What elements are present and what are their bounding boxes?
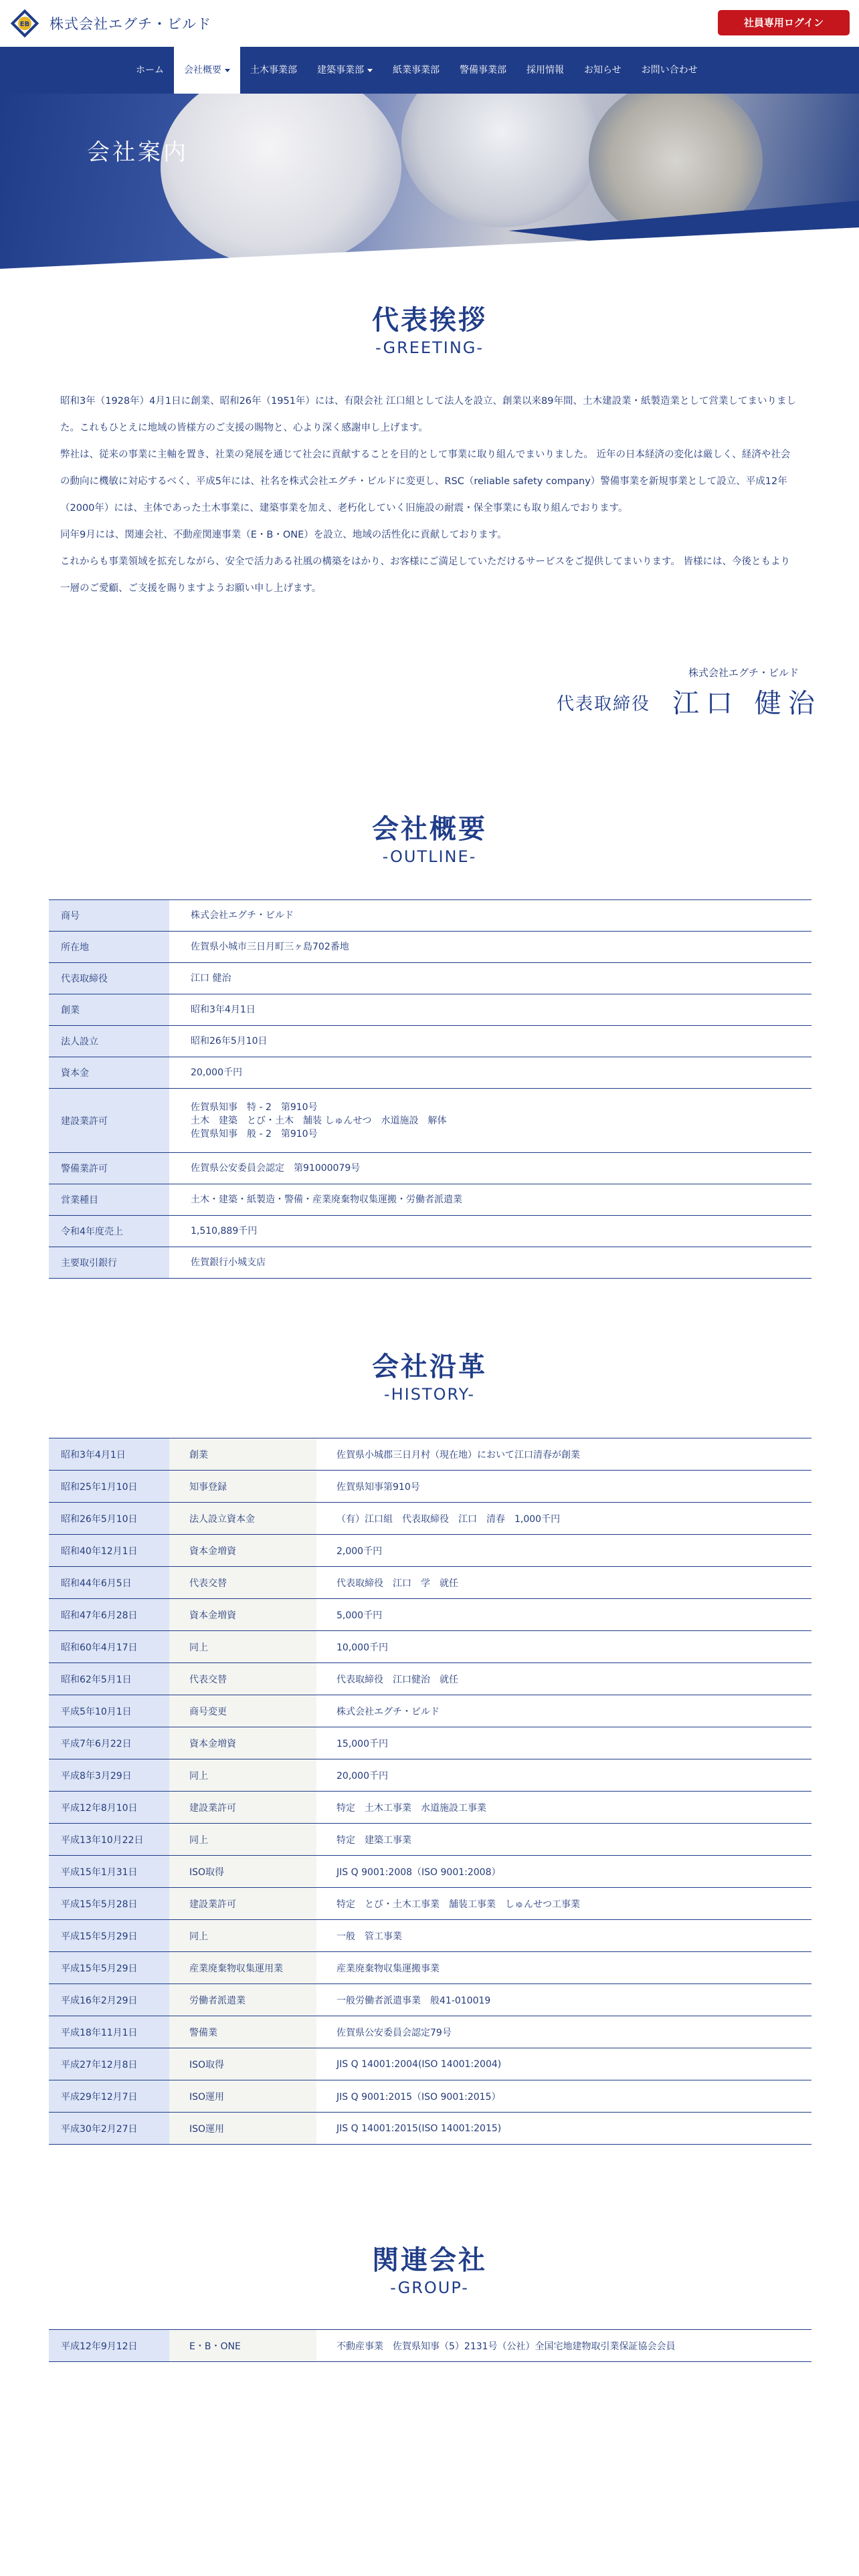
history-detail: 2,000千円: [316, 1535, 812, 1567]
history-category: 同上: [169, 1759, 316, 1792]
nav-item-home[interactable]: ホーム: [136, 65, 164, 76]
history-date: 昭和44年6月5日: [49, 1567, 169, 1599]
signature-role: 代表取締役: [557, 694, 651, 714]
history-detail: JIS Q 14001:2015(ISO 14001:2015): [316, 2113, 812, 2145]
history-detail: 佐賀県公安委員会認定79号: [316, 2016, 812, 2048]
table-row: [49, 1920, 812, 1952]
table-row: [49, 1503, 812, 1535]
nav-item-civil[interactable]: 土木事業部: [250, 65, 297, 76]
history-detail: 株式会社エグチ・ビルド: [316, 1695, 812, 1727]
history-category: 資本金増資: [169, 1599, 316, 1631]
history-detail: JIS Q 9001:2015（ISO 9001:2015）: [316, 2080, 812, 2113]
table-row: [49, 2048, 812, 2080]
table-row: [49, 963, 812, 994]
table-value: 土木・建築・紙製造・警備・産業廃棄物収集運搬・労働者派遣業: [169, 1184, 812, 1216]
global-nav: [0, 47, 859, 94]
table-key: 資本金: [49, 1057, 169, 1089]
table-row: [49, 1438, 812, 1471]
history-category: 同上: [169, 1631, 316, 1663]
table-row: [49, 932, 812, 963]
history-date: 平成30年2月27日: [49, 2113, 169, 2145]
table-key: 法人設立: [49, 1026, 169, 1057]
table-key: 商号: [49, 900, 169, 932]
table-row: [49, 1888, 812, 1920]
table-row: [49, 1471, 812, 1503]
history-category: 同上: [169, 1920, 316, 1952]
history-date: 平成16年2月29日: [49, 1984, 169, 2016]
history-date: 平成13年10月22日: [49, 1824, 169, 1856]
table-row: [49, 1759, 812, 1792]
history-detail: （有）江口組 代表取締役 江口 清春 1,000千円: [316, 1503, 812, 1535]
company-name[interactable]: 株式会社エグチ・ビルド: [50, 16, 211, 32]
group-date: 平成12年9月12日: [49, 2330, 169, 2362]
hero-banner: [0, 94, 859, 274]
history-category: ISO取得: [169, 1856, 316, 1888]
outline-title: 会社概要: [372, 813, 487, 845]
nav-item-contact[interactable]: お問い合わせ: [641, 65, 698, 76]
outline-subtitle: -OUTLINE-: [382, 847, 477, 866]
history-category: 建設業許可: [169, 1888, 316, 1920]
table-value: 佐賀県公安委員会認定 第91000079号: [169, 1153, 812, 1184]
history-subtitle: -HISTORY-: [383, 1385, 476, 1404]
table-row: [49, 1216, 812, 1247]
history-detail: 20,000千円: [316, 1759, 812, 1792]
greeting-title: 代表挨拶: [372, 304, 487, 336]
table-row: [49, 1089, 812, 1153]
hero-diagonal-cut: [0, 94, 859, 274]
table-key: 営業種目: [49, 1184, 169, 1216]
history-date: 昭和60年4月17日: [49, 1631, 169, 1663]
history-date: 平成15年1月31日: [49, 1856, 169, 1888]
history-category: ISO運用: [169, 2113, 316, 2145]
table-value: 佐賀県小城市三日月町三ヶ島702番地: [169, 932, 812, 963]
history-detail: 一般労働者派遣事業 般41-010019: [316, 1984, 812, 2016]
nav-item-news[interactable]: お知らせ: [584, 65, 622, 76]
history-category: 資本金増資: [169, 1535, 316, 1567]
history-detail: 特定 土木工事業 水道施設工事業: [316, 1792, 812, 1824]
table-value: 昭和3年4月1日: [169, 994, 812, 1026]
history-title: 会社沿革: [372, 1351, 487, 1382]
history-detail: 10,000千円: [316, 1631, 812, 1663]
table-row: [49, 1057, 812, 1089]
history-date: 昭和25年1月10日: [49, 1471, 169, 1503]
greeting-subtitle: -GREETING-: [375, 338, 484, 357]
table-row: [49, 900, 812, 932]
history-category: 代表交替: [169, 1567, 316, 1599]
nav-item-paper[interactable]: 紙業事業部: [393, 65, 440, 76]
history-date: 平成18年11月1日: [49, 2016, 169, 2048]
history-category: 代表交替: [169, 1663, 316, 1695]
table-row: [49, 1952, 812, 1984]
site-header: [0, 0, 859, 47]
history-category: 資本金増資: [169, 1727, 316, 1759]
outline-table: [49, 899, 812, 1279]
page-title: 会社案内: [87, 139, 189, 166]
table-value: 昭和26年5月10日: [169, 1026, 812, 1057]
history-table: [49, 1438, 812, 2145]
history-category: 産業廃棄物収集運用業: [169, 1952, 316, 1984]
table-key: 創業: [49, 994, 169, 1026]
table-row: [49, 1824, 812, 1856]
history-category: 警備業: [169, 2016, 316, 2048]
group-detail: 不動産事業 佐賀県知事（5）2131号（公社）全国宅地建物取引業保証協会会員: [316, 2330, 812, 2362]
history-detail: 特定 とび・土木工事業 舗装工事業 しゅんせつ工事業: [316, 1888, 812, 1920]
history-date: 昭和26年5月10日: [49, 1503, 169, 1535]
history-date: 昭和3年4月1日: [49, 1438, 169, 1471]
greeting-paragraph: 弊社は、従来の事業に主軸を置き、社業の発展を通じて社会に貢献することを目的として事業に取り組んでまいりました。 近年の日本経済の変化は厳しく、経済や社会の動向に機敏に対応するべく、平成5年には、社名を株式会社エグチ・ビルドに変更し、RSC（reliable safety company）警備事業を新規事業として設立、平成12年（2000年）には、主体であった土木事業に、建築事業を加え、老朽化していく旧施設の耐震・保全事業にも取り組んでおります。: [60, 449, 791, 514]
history-detail: 特定 建築工事業: [316, 1824, 812, 1856]
history-detail: 一般 管工事業: [316, 1920, 812, 1952]
table-value: 20,000千円: [169, 1057, 812, 1089]
history-category: 法人設立資本金: [169, 1503, 316, 1535]
table-row: [49, 994, 812, 1026]
history-detail: 佐賀県知事第910号: [316, 1471, 812, 1503]
employee-login-button[interactable]: 社員専用ログイン: [718, 10, 850, 35]
table-row: [49, 1984, 812, 2016]
nav-item-company[interactable]: 会社概要: [174, 47, 240, 94]
table-row: [49, 1631, 812, 1663]
history-category: 知事登録: [169, 1471, 316, 1503]
history-date: 昭和40年12月1日: [49, 1535, 169, 1567]
table-key: 令和4年度売上: [49, 1216, 169, 1247]
group-table: [49, 2329, 812, 2362]
history-detail: 産業廃棄物収集運搬事業: [316, 1952, 812, 1984]
history-detail: 5,000千円: [316, 1599, 812, 1631]
history-category: ISO取得: [169, 2048, 316, 2080]
history-category: 同上: [169, 1824, 316, 1856]
signature-name: 江口 健治: [672, 688, 822, 719]
history-date: 昭和47年6月28日: [49, 1599, 169, 1631]
history-date: 平成15年5月29日: [49, 1952, 169, 1984]
history-detail: JIS Q 9001:2008（ISO 9001:2008）: [316, 1856, 812, 1888]
nav-item-security[interactable]: 警備事業部: [460, 65, 506, 76]
table-key: 代表取締役: [49, 963, 169, 994]
greeting-body: [60, 388, 799, 602]
table-value: 江口 健治: [169, 963, 812, 994]
history-date: 平成8年3月29日: [49, 1759, 169, 1792]
table-row: [49, 1727, 812, 1759]
history-date: 平成27年12月8日: [49, 2048, 169, 2080]
table-key: 建設業許可: [49, 1089, 169, 1153]
table-row: [49, 1695, 812, 1727]
table-key: 警備業許可: [49, 1153, 169, 1184]
history-date: 平成12年8月10日: [49, 1792, 169, 1824]
table-value: 1,510,889千円: [169, 1216, 812, 1247]
history-date: 平成15年5月28日: [49, 1888, 169, 1920]
table-row: [49, 2113, 812, 2145]
history-detail: 15,000千円: [316, 1727, 812, 1759]
group-subtitle: -GROUP-: [390, 2278, 469, 2297]
history-date: 平成29年12月7日: [49, 2080, 169, 2113]
history-detail: 代表取締役 江口健治 就任: [316, 1663, 812, 1695]
nav-list: [126, 47, 708, 94]
history-date: 平成7年6月22日: [49, 1727, 169, 1759]
history-category: ISO運用: [169, 2080, 316, 2113]
history-detail: 佐賀県小城郡三日月村（現在地）において江口清春が創業: [316, 1438, 812, 1471]
table-row: [49, 1567, 812, 1599]
table-row: [49, 1184, 812, 1216]
nav-item-construction[interactable]: 建築事業部: [307, 47, 383, 94]
group-title: 関連会社: [372, 2244, 487, 2276]
table-value: 佐賀銀行小城支店: [169, 1247, 812, 1279]
signature-company: 株式会社エグチ・ビルド: [688, 667, 799, 679]
history-category: 建設業許可: [169, 1792, 316, 1824]
history-category: 商号変更: [169, 1695, 316, 1727]
history-date: 平成15年5月29日: [49, 1920, 169, 1952]
history-date: 平成5年10月1日: [49, 1695, 169, 1727]
greeting-paragraph: 昭和3年（1928年）4月1日に創業、昭和26年（1951年）には、有限会社 江口組として法人を設立、創業以来89年間、土木建設業・紙製造業として営業してまいりました。これもひとえに地域の皆様方のご支援の賜物と、心より深く感謝申し上げます。: [60, 396, 796, 433]
table-row: [49, 1026, 812, 1057]
svg-text:EB: EB: [19, 21, 30, 28]
table-row: [49, 1792, 812, 1824]
table-row: [49, 1856, 812, 1888]
history-detail: 代表取締役 江口 学 就任: [316, 1567, 812, 1599]
table-value: 佐賀県知事 特 - 2 第910号 土木 建築 とび・土木 舗装 しゅんせつ 水道施設 解体 佐賀県知事 般 - 2 第910号: [169, 1089, 812, 1153]
table-key: 主要取引銀行: [49, 1247, 169, 1279]
table-key: 所在地: [49, 932, 169, 963]
table-row: [49, 2330, 812, 2362]
history-detail: JIS Q 14001:2004(ISO 14001:2004): [316, 2048, 812, 2080]
chevron-down-icon: [367, 69, 373, 72]
history-category: 創業: [169, 1438, 316, 1471]
history-category: 労働者派遣業: [169, 1984, 316, 2016]
table-row: [49, 1153, 812, 1184]
nav-item-recruit[interactable]: 採用情報: [527, 65, 564, 76]
company-logo-icon[interactable]: [9, 8, 40, 39]
table-row: [49, 2080, 812, 2113]
table-row: [49, 1663, 812, 1695]
table-value: 株式会社エグチ・ビルド: [169, 900, 812, 932]
table-row: [49, 1247, 812, 1279]
history-date: 昭和62年5月1日: [49, 1663, 169, 1695]
chevron-down-icon: [225, 69, 230, 72]
table-row: [49, 2016, 812, 2048]
greeting-paragraph: これからも事業領域を拡充しながら、安全で活力ある社風の構築をはかり、お客様にご満足していただけるサービスをご提供してまいります。 皆様には、今後ともより一層のご愛顧、ご支援を賜りますようお願い申し上げます。: [60, 556, 790, 594]
greeting-paragraph: 同年9月には、関連会社、不動産関連事業（E・B・ONE）を設立、地域の活性化に貢献しております。: [60, 530, 507, 540]
table-row: [49, 1535, 812, 1567]
table-row: [49, 1599, 812, 1631]
group-company: E・B・ONE: [169, 2330, 316, 2362]
